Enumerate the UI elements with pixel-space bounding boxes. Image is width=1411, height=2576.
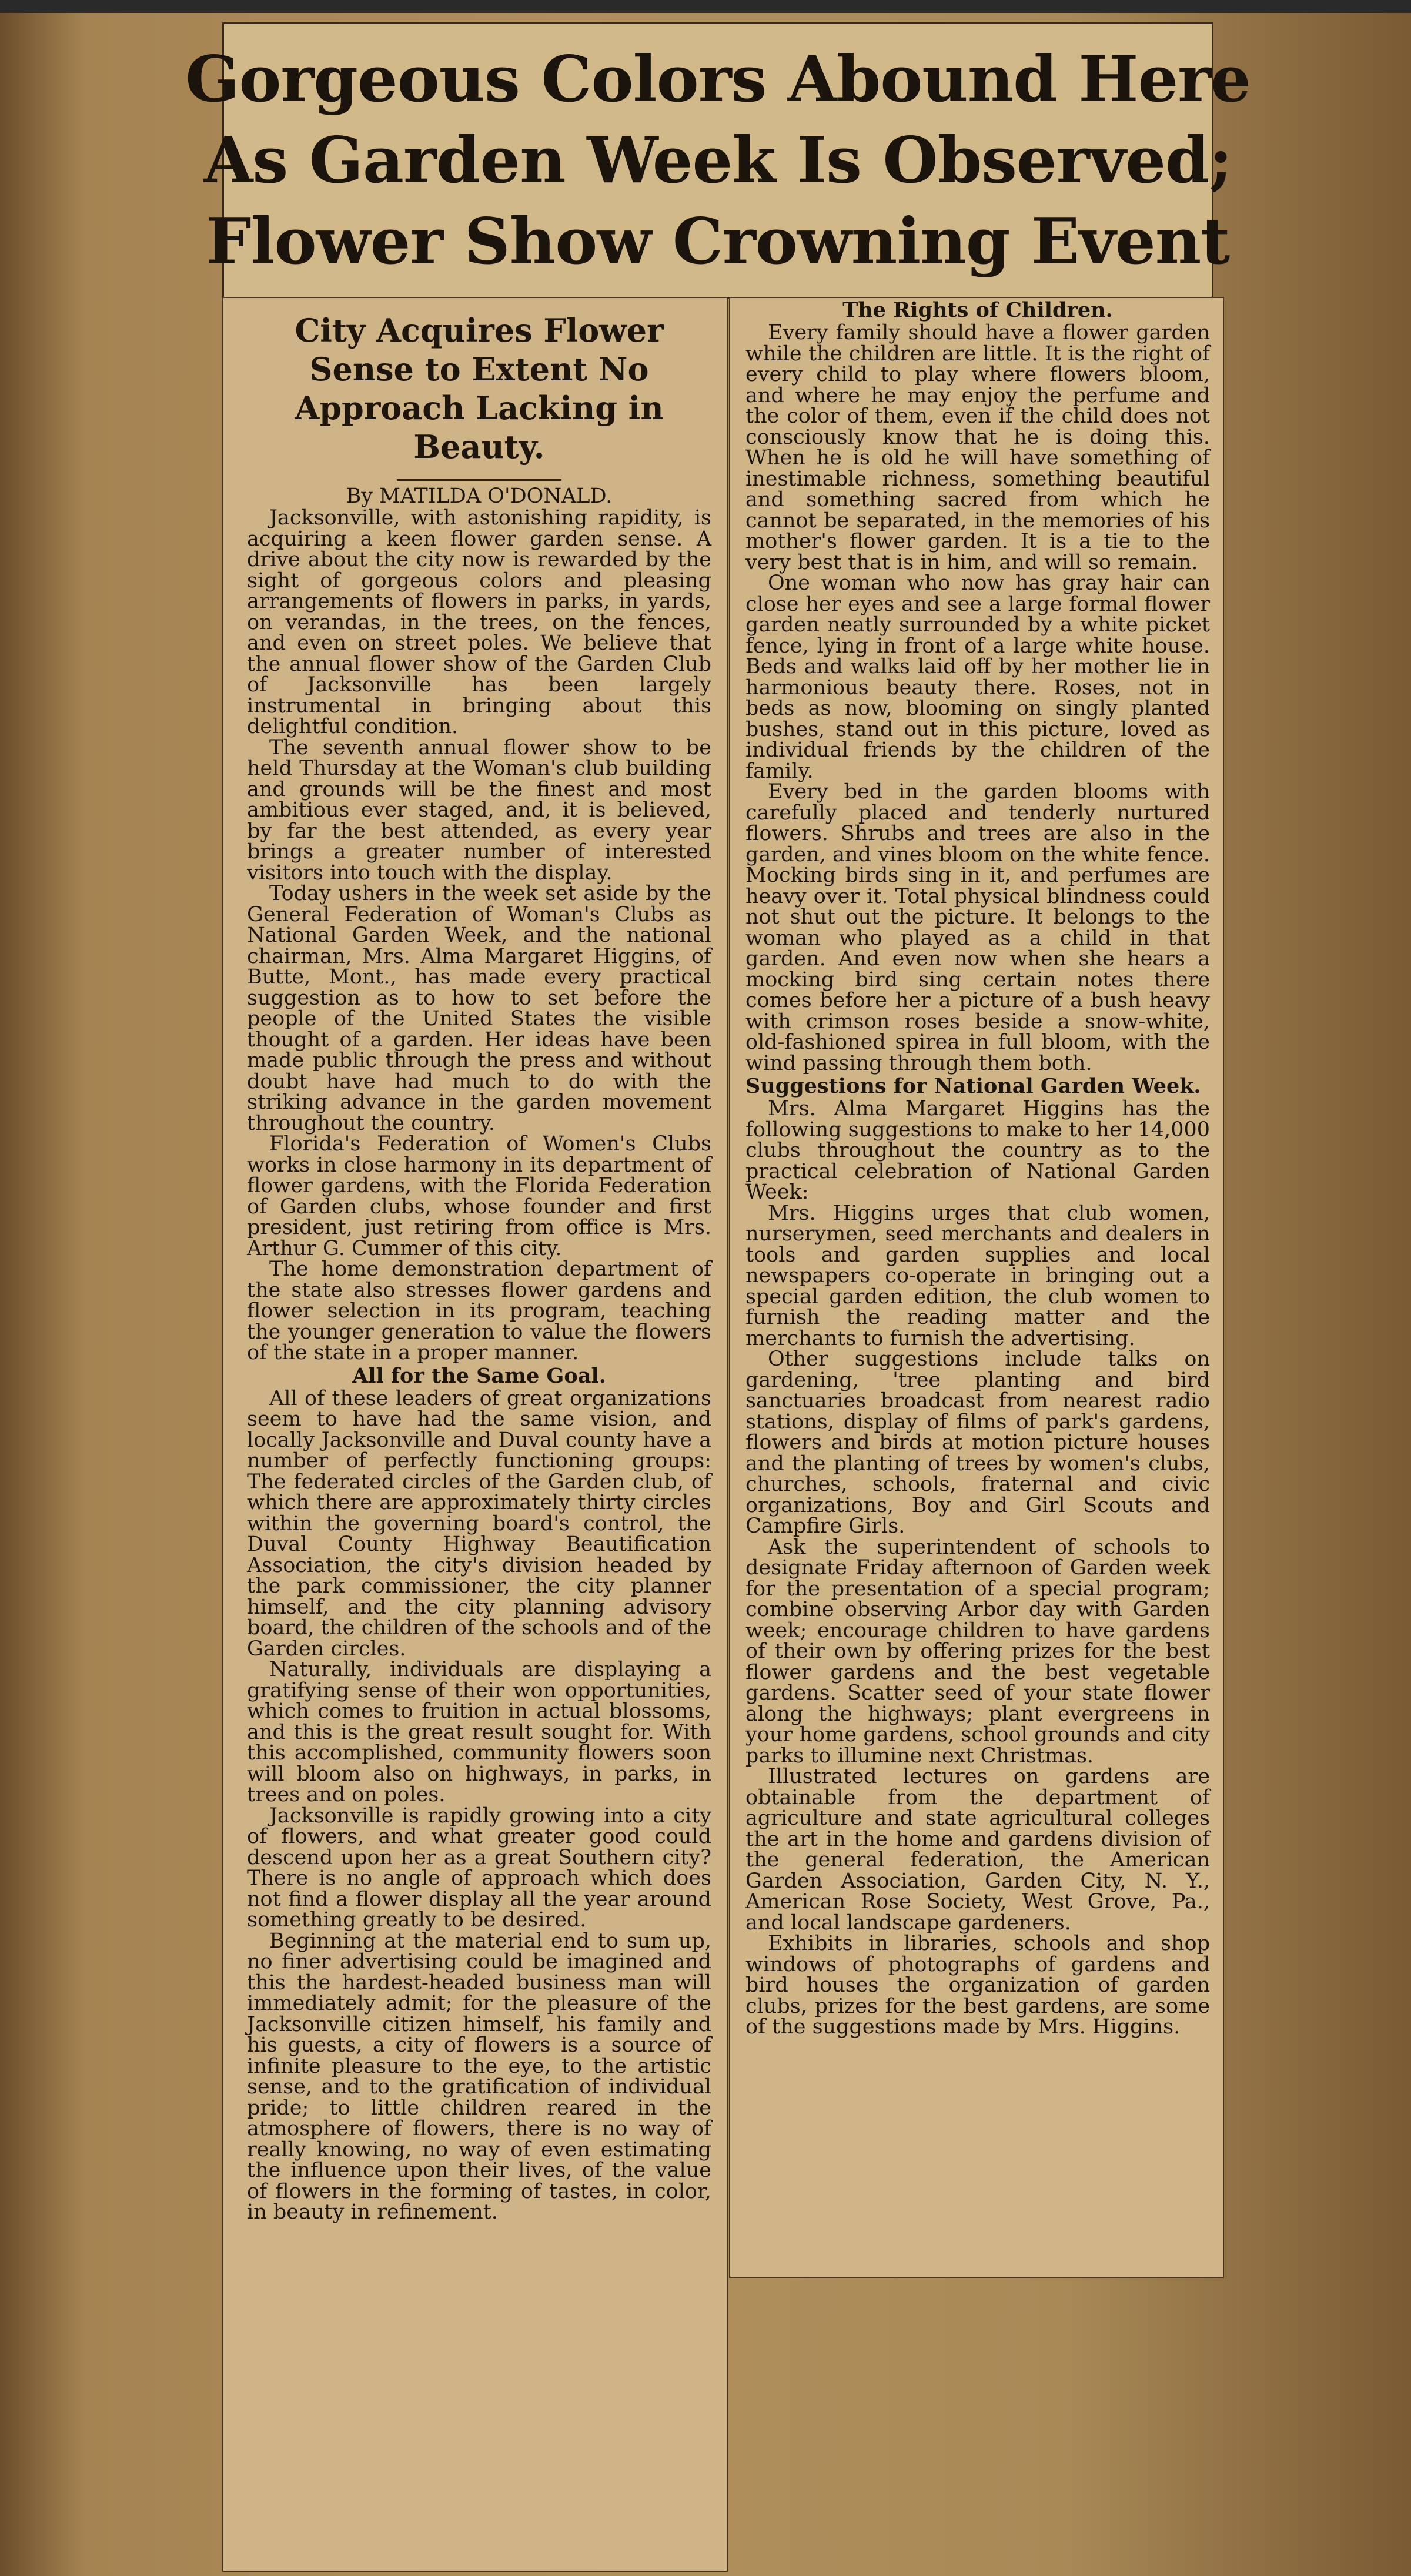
paragraph: Ask the superintendent of schools to designate Friday afternoon of Garden week for the presentation of a special program; combine observing Arbor day with Garden week; encourage children to have gardens of their own by offering prizes for the best flower gardens and the best vegetable gardens. Scatter seed of your state flower along the highways; plant evergreens in your home gardens, school grounds and city parks to illumine next Christmas. [745, 1535, 1210, 1768]
paragraph: The home demonstration department of the state also stresses flower gardens and flower selection in its program, teaching the younger generation to value the flowers of the state in a proper manner. [247, 1257, 711, 1364]
paragraph: One woman who now has gray hair can close her eyes and see a large formal flower garden neatly surrounded by a white picket fence, lying in front of a large white house. Beds and walks laid off by her mother lie in harmonious beauty there. Roses, not in beds as now, blooming on singly planted bushes, stand out in this picture, loved as individual friends by the children of the family. [745, 571, 1210, 783]
paragraph: Mrs. Alma Margaret Higgins has the following suggestions to make to her 14,000 clubs throughout the country as to the practical celebration of National Garden Week: [745, 1097, 1210, 1204]
paragraph: Other suggestions include talks on gardening, 'tree planting and bird sanctuaries broadcast from nearest radio stations, display of films of park's gardens, flowers and birds at motion picture houses and the planting of trees by women's clubs, churches, schools, fraternal and civic organizations, Boy and Girl Scouts and Campfire Girls. [745, 1347, 1210, 1538]
paragraph: Illustrated lectures on gardens are obtainable from the department of agriculture and state agricultural colleges the art in the home and gardens division of the general federation, the American Garden Association, Garden City, N. Y., American Rose Society, West Grove, Pa., and local landscape gardeners. [745, 1765, 1210, 1935]
paragraph: Jacksonville, with astonishing rapidity, is acquiring a keen flower garden sense. A drive about the city now is rewarded by the sight of gorgeous colors and pleasing arrangements of flowers in parks, in yards, on verandas, in the trees, on the fences, and even on street poles. We believe that the annual flower show of the Garden Club of Jacksonville has been largely instrumental in bringing about this delightful condition. [247, 506, 711, 738]
byline: By MATILDA O'DONALD. [346, 484, 613, 508]
paragraph: Today ushers in the week set aside by the General Federation of Woman's Clubs as National Garden Week, and the national chairman, Mrs. Alma Margaret Higgins, of Butte, Mont., has made every practical suggestion as to how to set before the people of the United States the visible thought of a garden. Her ideas have been made public through the press and without doubt have had much to do with the striking advance in the garden movement throughout the country. [247, 882, 711, 1135]
headline-line-3: Flower Show Crowning Event [206, 205, 1230, 279]
headline-line-2: As Garden Week Is Observed; [203, 123, 1232, 198]
paragraph: Every bed in the garden blooms with carefully placed and tenderly nurtured flowers. Shrubs and trees are also in the garden, and vines bloom on the white fence. Mocking birds sing in it, and perfumes are heavy over it. Total physical blindness could not shut out the picture. It belongs to the woman who played as a child in that garden. And even now when she hears a mocking bird sing certain notes there comes before her a picture of a bush heavy with crimson roses beside a snow-white, old-fashioned spirea in full bloom, with the wind passing through them both. [745, 780, 1210, 1075]
byline-rule [397, 479, 561, 481]
headline-block [185, 22, 1250, 299]
paragraph: The seventh annual flower show to be held Thursday at the Woman's club building and grounds will be the finest and most ambitious ever staged, and, it is believed, by far the best attended, as every year brings a greater number of interested visitors into touch with the display. [247, 735, 711, 885]
paragraph: Every family should have a flower garden while the children are little. It is the right of every child to play where flowers bloom, and where he may enjoy the perfume and the color of them, even if the child does not consciously know that he is doing this. When he is old he will have something of inestimable richness, something beautiful and something sacred from which he cannot be separated, in the memories of his mother's flower garden. It is a tie to the very best that is in him, and will so remain. [745, 321, 1210, 574]
paragraph: Exhibits in libraries, schools and shop windows of photographs of gardens and bird houses the organization of garden clubs, prizes for the best gardens, are some of the suggestions made by Mrs. Higgins. [745, 1932, 1210, 2039]
paragraph: Jacksonville is rapidly growing into a city of flowers, and what greater good could descend upon her as a great Southern city? There is no angle of approach which does not find a flower display all the year around something greatly to be desired. [247, 1804, 711, 1932]
paragraph: Florida's Federation of Women's Clubs works in close harmony in its department of flower gardens, with the Florida Federation of Garden clubs, whose founder and first president, just retiring from office is Mrs. Arthur G. Cummer of this city. [247, 1132, 711, 1260]
paragraph: Mrs. Higgins urges that club women, nurserymen, seed merchants and dealers in tools and garden supplies and local newspapers co-operate in bringing out a special garden edition, the club women to furnish the reading matter and the merchants to furnish the advertising. [745, 1201, 1210, 1350]
paragraph: All of these leaders of great organizations seem to have had the same vision, and locally Jacksonville and Duval county have a number of perfectly functioning groups: The federated circles of the Garden club, of which there are approximately thirty circles within the governing board's control, the Duval County Highway Beautification Association, the city's division headed by the park commissioner, the city planner himself, and the city planning advisory board, the children of the schools and of the Garden circles. [247, 1386, 711, 1661]
article-column-left [222, 297, 728, 2572]
scanner-top-edge [0, 0, 1411, 13]
section-heading-rights-of-children: The Rights of Children. [842, 298, 1113, 322]
headline-line-1: Gorgeous Colors Abound Here [185, 42, 1250, 116]
section-heading-same-goal: All for the Same Goal. [352, 1363, 606, 1388]
paragraph: Naturally, individuals are displaying a gratifying sense of their won opportunities, which comes to fruition in actual blossoms, and this is the great result sought for. With this accomplished, community flowers soon will bloom also on highways, in parks, in trees and on poles. [247, 1658, 711, 1806]
section-heading-suggestions: Suggestions for National Garden Week. [745, 1074, 1201, 1098]
article-column-right [729, 297, 1224, 2278]
subheadline: City Acquires Flower Sense to Extent No Approach Lacking in Beauty. [295, 312, 664, 466]
paragraph: Beginning at the material end to sum up, no finer advertising could be imagined and this the hardest-headed business man will immediately admit; for the pleasure of the Jacksonville citizen himself, his family and his guests, a city of flowers is a source of infinite pleasure to the eye, to the artistic sense, and to the gratification of individual pride; to little children reared in the atmosphere of flowers, there is no way of really knowing, no way of even estimating the influence upon their lives, of the value of flowers in the forming of tastes, in color, in beauty in refinement. [247, 1929, 711, 2224]
